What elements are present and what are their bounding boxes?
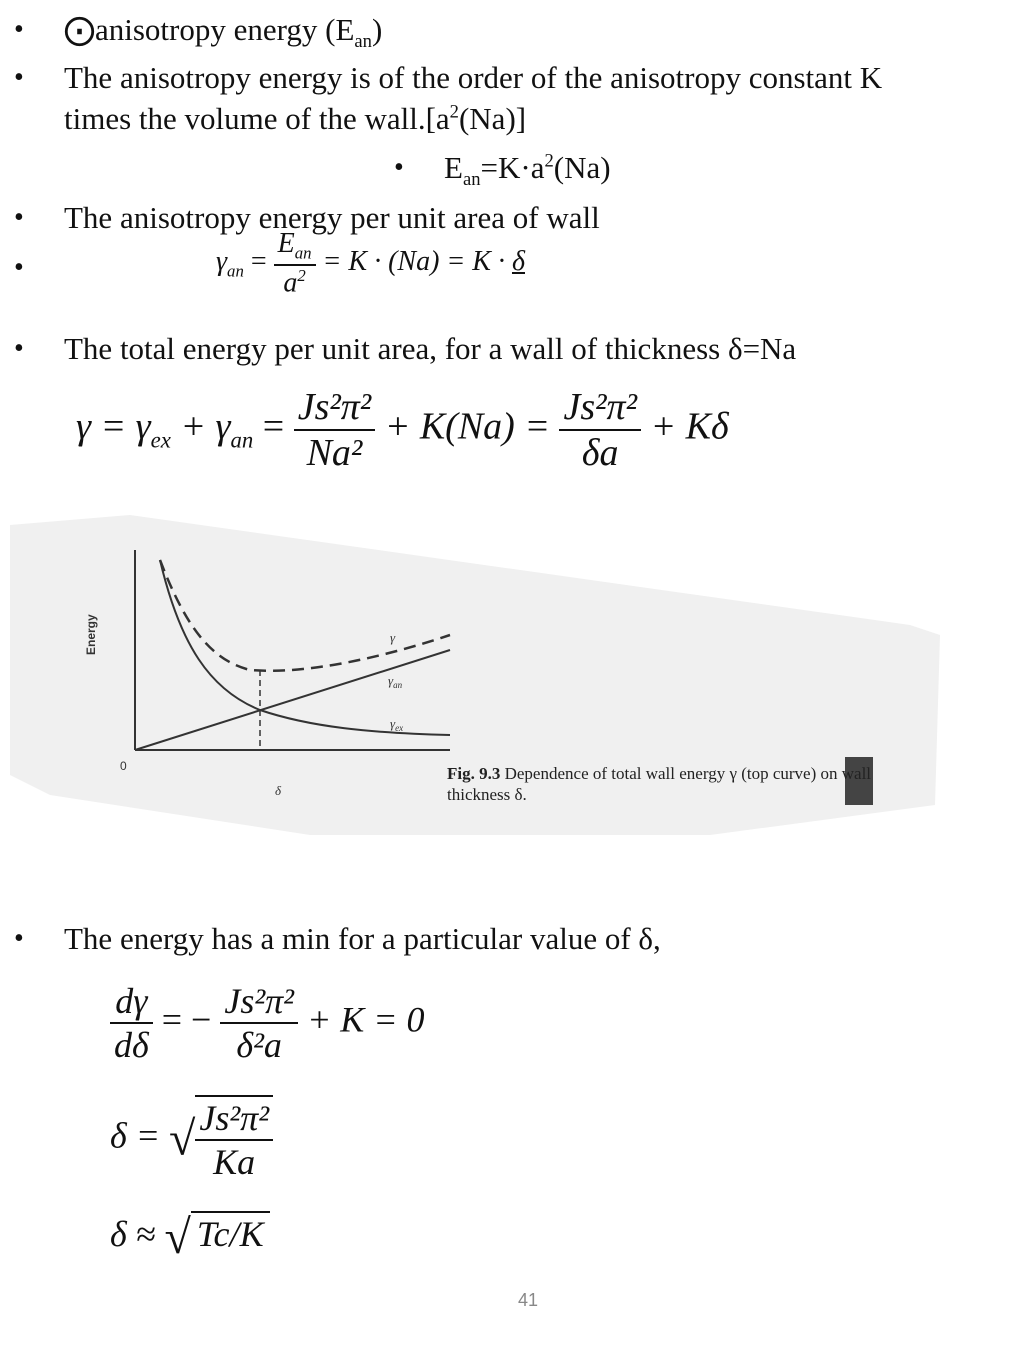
formula-ean: $E_{an}=K\cdot a^2(Na)$ [444,150,611,191]
text-energy-minimum: The energy has a min for a particular value of δ, [64,921,661,956]
label-gamma-an: $\gamma_{an}$ [388,673,403,690]
bullet-dot: • [394,152,404,183]
bullet-dot: • [14,923,24,954]
equation-delta-approx: δ ≈ √ Tc/K [110,1210,270,1265]
origin-label: 0 [120,759,127,773]
x-axis-label: δ [275,783,282,798]
text-anisotropy-order: The anisotropy energy is of the order of the anisotropy constant K [64,60,883,95]
bullet-dot: • [14,333,24,364]
bullet-dot: • [14,62,24,93]
label-gamma-ex: $\gamma_{ex}$ [390,716,404,733]
text-wall-volume: times the volume of the $wall.[a^2(Na)]$ [64,101,527,136]
equation-derivative: $\frac{d\gamma}{d\delta}$ = − $\frac{\text{Js²π²}}{\text{δ²a}}$ + K = 0 [110,980,425,1066]
bullet-dot: • [14,202,24,233]
y-axis-label: Energy [84,614,98,655]
equation-delta-sqrt: δ = √ $\frac{\text{Js²π²}}{Ka}$ [110,1095,273,1183]
figure-caption: Fig. 9.3 Dependence of total wall energy γ (top curve) on wall thickness δ. [447,764,872,804]
text-energy-per-area: The anisotropy energy per unit area of wall [64,200,600,235]
heading-anisotropy-energy: ⨀anisotropy energy $(E_{an})$ [64,12,383,53]
equation-gamma-an: $\gamma_{an}$ = $\frac{E_{an}}{a^2}$ = K · (Na) = K · δ [216,228,525,298]
page-number: 41 [518,1290,539,1310]
bullet-dot: • [14,14,24,45]
label-gamma: γ [390,630,396,645]
bullet-dot: • [14,252,24,283]
equation-total-gamma: $\gamma = \gamma_{ex} + \gamma_{an}$ = $\frac{\text{Js²π²}}{\text{Na²}}$ + K(Na) = $\frac{\text{Js²π²}}{\delta a}$ + Kδ [76,386,729,474]
text-total-energy: The total energy per unit area, for a wall of thickness δ=Na [64,331,797,366]
